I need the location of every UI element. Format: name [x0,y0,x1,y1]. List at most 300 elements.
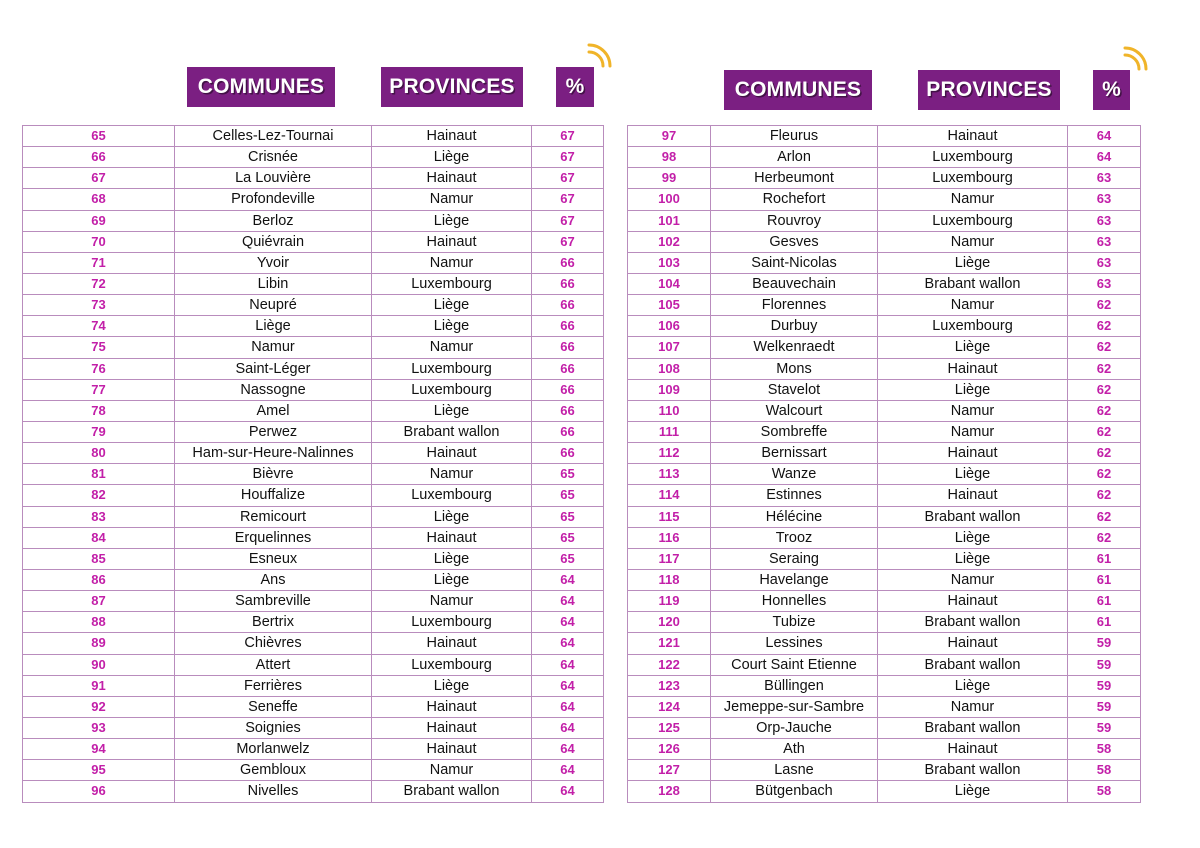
table-row [628,252,1141,273]
percent-cell: 64 [532,591,604,612]
province-cell: Luxembourg [878,210,1068,231]
percent-cell: 65 [532,548,604,569]
table-row [628,358,1141,379]
commune-cell: Liège [175,316,372,337]
percent-cell: 66 [532,400,604,421]
province-cell: Liège [372,210,532,231]
table-row [628,400,1141,421]
table-row [23,760,604,781]
commune-cell: Hélécine [711,506,878,527]
commune-cell: Morlanwelz [175,739,372,760]
table-row [628,464,1141,485]
table-row [23,654,604,675]
rank-cell: 72 [23,273,175,294]
commune-cell: Lessines [711,633,878,654]
province-cell: Luxembourg [372,358,532,379]
percent-cell: 63 [1068,210,1141,231]
province-cell: Namur [372,252,532,273]
commune-cell: Durbuy [711,316,878,337]
table-row [628,739,1141,760]
commune-cell: Profondeville [175,189,372,210]
commune-cell: Estinnes [711,485,878,506]
percent-cell: 64 [532,696,604,717]
table-row [628,654,1141,675]
percent-cell: 64 [532,717,604,738]
province-cell: Namur [878,295,1068,316]
table-row [23,464,604,485]
rank-cell: 108 [628,358,711,379]
commune-cell: Trooz [711,527,878,548]
table-row [23,612,604,633]
rank-cell: 91 [23,675,175,696]
province-cell: Liège [372,675,532,696]
table-row [628,675,1141,696]
province-cell: Luxembourg [372,273,532,294]
rank-cell: 127 [628,760,711,781]
commune-cell: Nivelles [175,781,372,802]
table-row [23,273,604,294]
percent-cell: 65 [532,485,604,506]
rank-cell: 88 [23,612,175,633]
commune-cell: Amel [175,400,372,421]
commune-cell: Florennes [711,295,878,316]
province-cell: Namur [878,189,1068,210]
table-row [628,126,1141,147]
province-cell: Liège [372,548,532,569]
commune-cell: Honnelles [711,591,878,612]
commune-cell: Sombreffe [711,421,878,442]
province-cell: Hainaut [878,126,1068,147]
province-cell: Liège [372,506,532,527]
commune-cell: Arlon [711,147,878,168]
commune-cell: Bernissart [711,443,878,464]
left-percent-header: % [556,67,594,107]
table-row [23,591,604,612]
percent-cell: 58 [1068,739,1141,760]
left-ranking-table [22,125,604,803]
rank-cell: 100 [628,189,711,210]
rank-cell: 69 [23,210,175,231]
province-cell: Liège [878,781,1068,802]
province-cell: Liège [878,548,1068,569]
rank-cell: 103 [628,252,711,273]
commune-cell: Wanze [711,464,878,485]
table-row [23,717,604,738]
commune-cell: Lasne [711,760,878,781]
commune-cell: Crisnée [175,147,372,168]
table-row [23,231,604,252]
rank-cell: 86 [23,569,175,590]
rank-cell: 110 [628,400,711,421]
province-cell: Hainaut [878,358,1068,379]
table-row [23,358,604,379]
table-row [628,421,1141,442]
percent-cell: 59 [1068,654,1141,675]
right-percent-header: % [1093,70,1130,110]
percent-cell: 62 [1068,464,1141,485]
left-provinces-header: PROVINCES [381,67,523,107]
rank-cell: 117 [628,548,711,569]
province-cell: Namur [372,464,532,485]
commune-cell: Ham-sur-Heure-Nalinnes [175,443,372,464]
left-communes-header: COMMUNES [187,67,335,107]
table-row [23,295,604,316]
table-row [628,506,1141,527]
province-cell: Liège [372,569,532,590]
percent-cell: 63 [1068,168,1141,189]
percent-cell: 62 [1068,421,1141,442]
percent-cell: 64 [532,781,604,802]
province-cell: Namur [372,591,532,612]
commune-cell: Orp-Jauche [711,717,878,738]
commune-cell: Welkenraedt [711,337,878,358]
rank-cell: 82 [23,485,175,506]
table-row [23,443,604,464]
percent-cell: 67 [532,210,604,231]
table-row [628,633,1141,654]
commune-cell: Nassogne [175,379,372,400]
province-cell: Liège [878,337,1068,358]
rank-cell: 93 [23,717,175,738]
province-cell: Liège [878,379,1068,400]
commune-cell: Stavelot [711,379,878,400]
percent-cell: 61 [1068,569,1141,590]
province-cell: Hainaut [372,527,532,548]
table-row [628,696,1141,717]
percent-cell: 65 [532,506,604,527]
table-row [23,696,604,717]
rank-cell: 85 [23,548,175,569]
percent-cell: 63 [1068,252,1141,273]
rank-cell: 119 [628,591,711,612]
percent-cell: 63 [1068,273,1141,294]
province-cell: Brabant wallon [878,760,1068,781]
percent-cell: 62 [1068,527,1141,548]
table-row [23,337,604,358]
province-cell: Hainaut [878,485,1068,506]
percent-cell: 61 [1068,548,1141,569]
table-row [23,739,604,760]
province-cell: Hainaut [372,739,532,760]
table-row [628,591,1141,612]
percent-cell: 67 [532,147,604,168]
percent-cell: 62 [1068,443,1141,464]
commune-cell: Esneux [175,548,372,569]
commune-cell: Büllingen [711,675,878,696]
province-cell: Brabant wallon [878,273,1068,294]
province-cell: Liège [878,675,1068,696]
commune-cell: Celles-Lez-Tournai [175,126,372,147]
province-cell: Hainaut [372,696,532,717]
commune-cell: Berloz [175,210,372,231]
province-cell: Liège [372,316,532,337]
percent-cell: 64 [532,675,604,696]
rank-cell: 128 [628,781,711,802]
percent-cell: 62 [1068,506,1141,527]
rank-cell: 122 [628,654,711,675]
percent-cell: 64 [532,633,604,654]
rank-cell: 109 [628,379,711,400]
rank-cell: 104 [628,273,711,294]
rank-cell: 81 [23,464,175,485]
province-cell: Luxembourg [878,147,1068,168]
table-row [628,316,1141,337]
rank-cell: 67 [23,168,175,189]
rank-cell: 101 [628,210,711,231]
province-cell: Hainaut [372,717,532,738]
province-cell: Brabant wallon [372,781,532,802]
province-cell: Luxembourg [372,612,532,633]
percent-cell: 64 [532,612,604,633]
table-row [628,548,1141,569]
commune-cell: Chièvres [175,633,372,654]
table-row [628,443,1141,464]
percent-cell: 58 [1068,760,1141,781]
commune-cell: Ath [711,739,878,760]
province-cell: Luxembourg [372,379,532,400]
table-row [23,168,604,189]
commune-cell: Sambreville [175,591,372,612]
commune-cell: Remicourt [175,506,372,527]
commune-cell: Seneffe [175,696,372,717]
table-row [23,252,604,273]
rank-cell: 84 [23,527,175,548]
commune-cell: Gesves [711,231,878,252]
percent-cell: 59 [1068,717,1141,738]
table-row [23,421,604,442]
rank-cell: 112 [628,443,711,464]
commune-cell: Bièvre [175,464,372,485]
province-cell: Hainaut [878,443,1068,464]
rank-cell: 75 [23,337,175,358]
percent-cell: 58 [1068,781,1141,802]
rank-cell: 83 [23,506,175,527]
province-cell: Liège [372,400,532,421]
percent-cell: 59 [1068,633,1141,654]
percent-cell: 66 [532,316,604,337]
province-cell: Namur [372,337,532,358]
province-cell: Luxembourg [878,316,1068,337]
table-row [23,569,604,590]
percent-cell: 65 [532,527,604,548]
commune-cell: Gembloux [175,760,372,781]
table-row [23,527,604,548]
commune-cell: Bütgenbach [711,781,878,802]
table-row [23,506,604,527]
commune-cell: Walcourt [711,400,878,421]
rank-cell: 115 [628,506,711,527]
percent-cell: 67 [532,168,604,189]
percent-cell: 64 [532,760,604,781]
rank-cell: 76 [23,358,175,379]
province-cell: Luxembourg [878,168,1068,189]
rank-cell: 113 [628,464,711,485]
province-cell: Luxembourg [372,654,532,675]
percent-cell: 62 [1068,379,1141,400]
percent-cell: 62 [1068,316,1141,337]
table-row [23,485,604,506]
percent-cell: 65 [532,464,604,485]
percent-cell: 61 [1068,612,1141,633]
rank-cell: 79 [23,421,175,442]
percent-cell: 66 [532,337,604,358]
percent-cell: 67 [532,189,604,210]
percent-cell: 64 [1068,147,1141,168]
commune-cell: Herbeumont [711,168,878,189]
province-cell: Brabant wallon [878,654,1068,675]
table-row [628,527,1141,548]
commune-cell: Saint-Léger [175,358,372,379]
percent-cell: 62 [1068,295,1141,316]
table-row [628,612,1141,633]
right-provinces-header: PROVINCES [918,70,1060,110]
percent-cell: 64 [532,739,604,760]
rank-cell: 90 [23,654,175,675]
commune-cell: Ans [175,569,372,590]
rank-cell: 80 [23,443,175,464]
table-row [23,548,604,569]
commune-cell: Houffalize [175,485,372,506]
province-cell: Liège [372,147,532,168]
percent-cell: 66 [532,273,604,294]
province-cell: Namur [878,231,1068,252]
commune-cell: Quiévrain [175,231,372,252]
rank-cell: 95 [23,760,175,781]
rank-cell: 73 [23,295,175,316]
left-signal-icon [586,43,612,69]
province-cell: Hainaut [372,126,532,147]
province-cell: Hainaut [878,739,1068,760]
commune-cell: Yvoir [175,252,372,273]
province-cell: Namur [878,696,1068,717]
rank-cell: 116 [628,527,711,548]
rank-cell: 66 [23,147,175,168]
percent-cell: 67 [532,126,604,147]
rank-cell: 120 [628,612,711,633]
commune-cell: Saint-Nicolas [711,252,878,273]
table-row [628,147,1141,168]
table-row [628,485,1141,506]
table-row [628,273,1141,294]
province-cell: Hainaut [878,633,1068,654]
commune-cell: Ferrières [175,675,372,696]
rank-cell: 68 [23,189,175,210]
rank-cell: 121 [628,633,711,654]
percent-cell: 64 [1068,126,1141,147]
province-cell: Hainaut [372,231,532,252]
rank-cell: 123 [628,675,711,696]
table-row [628,231,1141,252]
rank-cell: 71 [23,252,175,273]
percent-cell: 67 [532,231,604,252]
percent-cell: 66 [532,358,604,379]
commune-cell: Mons [711,358,878,379]
percent-cell: 66 [532,252,604,273]
percent-cell: 66 [532,443,604,464]
percent-cell: 66 [532,379,604,400]
rank-cell: 89 [23,633,175,654]
commune-cell: Libin [175,273,372,294]
right-ranking-table [627,125,1141,803]
commune-cell: Namur [175,337,372,358]
right-signal-icon [1122,46,1148,72]
table-row [23,126,604,147]
right-communes-header: COMMUNES [724,70,872,110]
percent-cell: 59 [1068,675,1141,696]
table-row [628,189,1141,210]
commune-cell: Beauvechain [711,273,878,294]
percent-cell: 66 [532,295,604,316]
commune-cell: Jemeppe-sur-Sambre [711,696,878,717]
province-cell: Liège [372,295,532,316]
table-row [23,675,604,696]
rank-cell: 77 [23,379,175,400]
commune-cell: Neupré [175,295,372,316]
table-row [628,717,1141,738]
percent-cell: 61 [1068,591,1141,612]
table-row [23,400,604,421]
province-cell: Liège [878,252,1068,273]
rank-cell: 105 [628,295,711,316]
table-row [628,295,1141,316]
province-cell: Liège [878,527,1068,548]
percent-cell: 62 [1068,400,1141,421]
percent-cell: 66 [532,421,604,442]
percent-cell: 62 [1068,485,1141,506]
rank-cell: 107 [628,337,711,358]
province-cell: Namur [878,400,1068,421]
province-cell: Namur [372,760,532,781]
table-row [628,379,1141,400]
rank-cell: 126 [628,739,711,760]
table-row [23,781,604,802]
province-cell: Brabant wallon [878,612,1068,633]
commune-cell: La Louvière [175,168,372,189]
rank-cell: 97 [628,126,711,147]
commune-cell: Rochefort [711,189,878,210]
rank-cell: 106 [628,316,711,337]
province-cell: Hainaut [372,168,532,189]
percent-cell: 64 [532,569,604,590]
table-row [23,189,604,210]
commune-cell: Tubize [711,612,878,633]
rank-cell: 78 [23,400,175,421]
rank-cell: 94 [23,739,175,760]
table-row [628,781,1141,802]
rank-cell: 102 [628,231,711,252]
province-cell: Liège [878,464,1068,485]
percent-cell: 63 [1068,189,1141,210]
commune-cell: Rouvroy [711,210,878,231]
rank-cell: 114 [628,485,711,506]
table-row [23,316,604,337]
rank-cell: 87 [23,591,175,612]
commune-cell: Soignies [175,717,372,738]
table-row [628,210,1141,231]
commune-cell: Seraing [711,548,878,569]
province-cell: Brabant wallon [878,506,1068,527]
province-cell: Brabant wallon [878,717,1068,738]
rank-cell: 96 [23,781,175,802]
table-row [628,337,1141,358]
commune-cell: Fleurus [711,126,878,147]
rank-cell: 111 [628,421,711,442]
commune-cell: Erquelinnes [175,527,372,548]
commune-cell: Perwez [175,421,372,442]
province-cell: Namur [878,421,1068,442]
province-cell: Hainaut [878,591,1068,612]
rank-cell: 92 [23,696,175,717]
